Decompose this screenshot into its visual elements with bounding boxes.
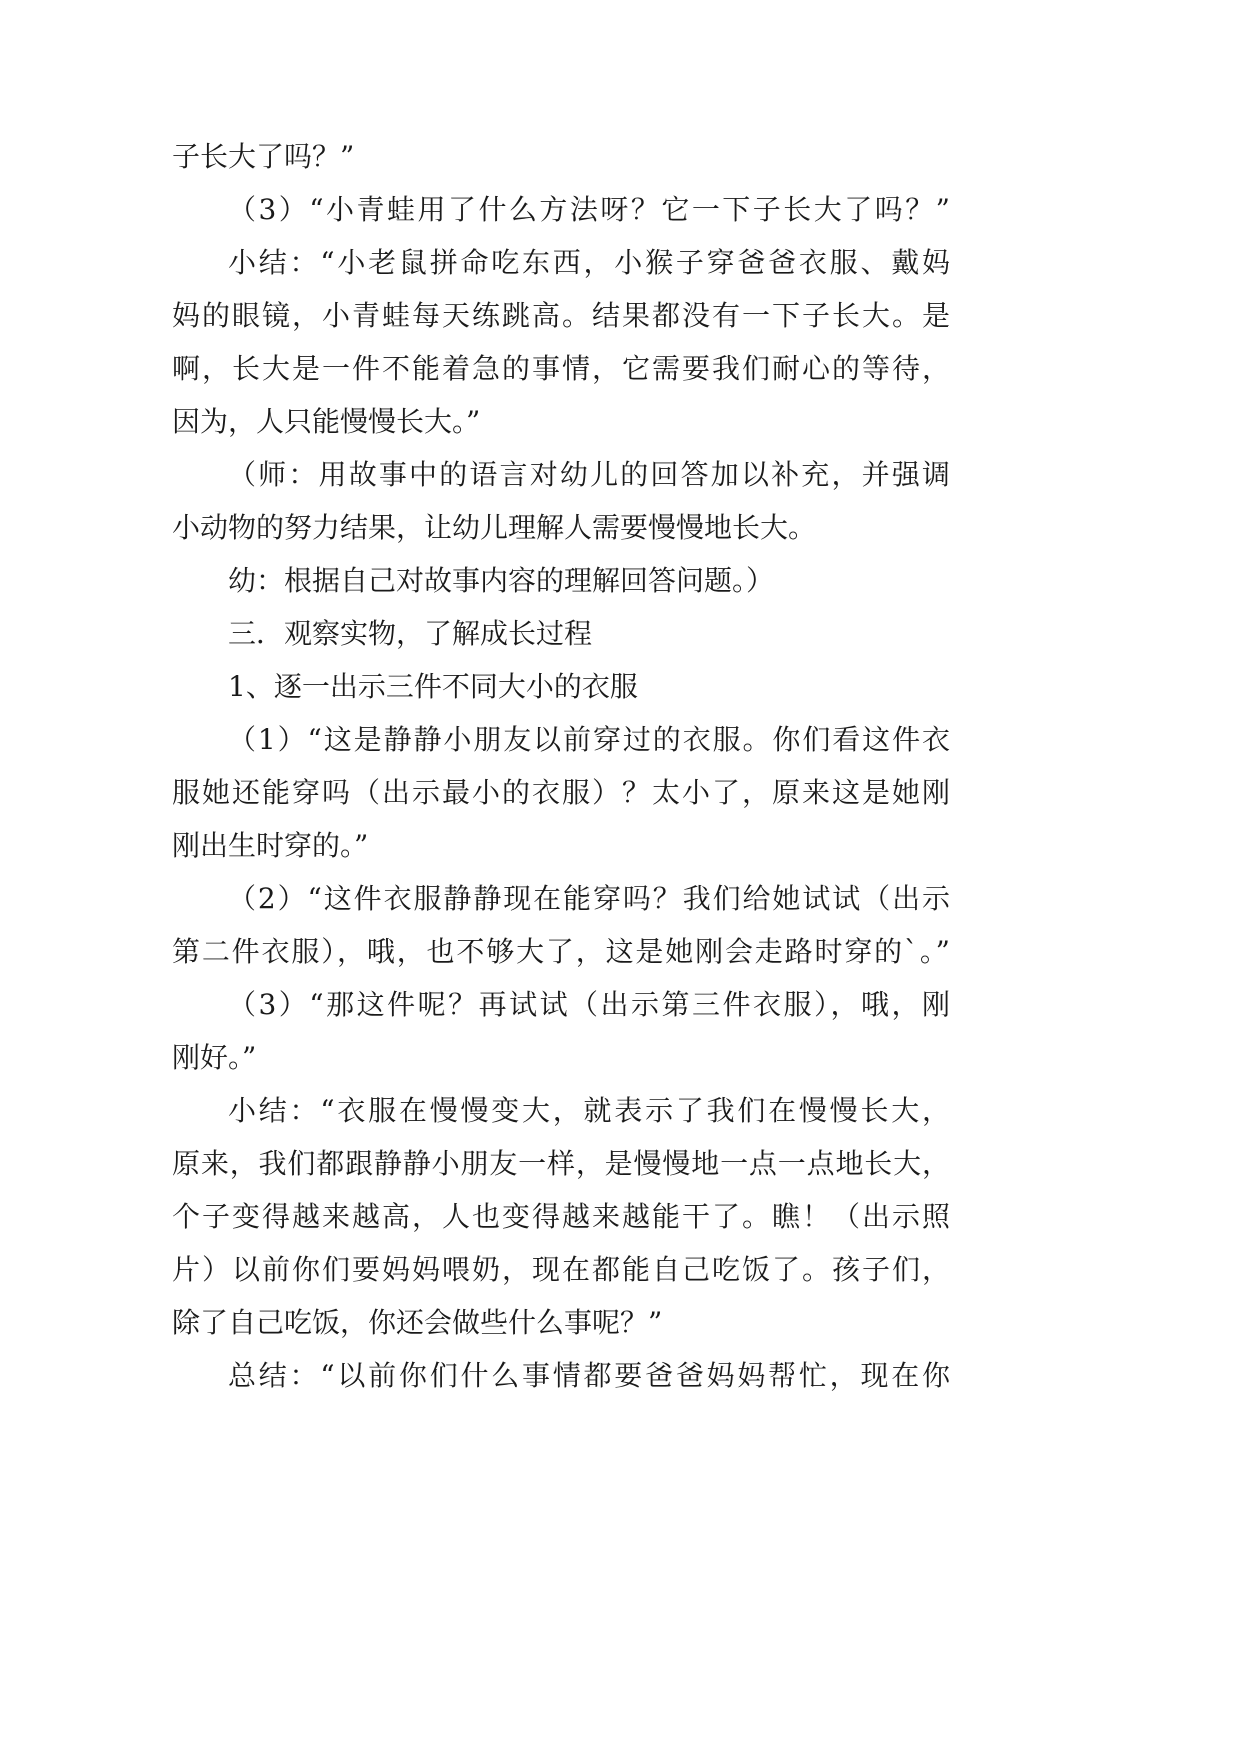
text-line: 除了自己吃饭，你还会做些什么事呢？” bbox=[172, 1306, 663, 1339]
text-line: 妈的眼镜，小青蛙每天练跳高。结果都没有一下子长大。是 bbox=[172, 299, 950, 332]
text-line: 小结：“衣服在慢慢变大，就表示了我们在慢慢长大， bbox=[228, 1094, 950, 1127]
document-body bbox=[172, 130, 950, 1402]
text-line: 子长大了吗？” bbox=[172, 140, 355, 173]
text-line: 原来，我们都跟静静小朋友一样，是慢慢地一点一点地长大， bbox=[172, 1147, 950, 1180]
text-line: （3）“那这件呢？再试试（出示第三件衣服），哦，刚 bbox=[228, 988, 950, 1021]
text-line: （2）“这件衣服静静现在能穿吗？我们给她试试（出示 bbox=[228, 882, 950, 915]
text-line: （1）“这是静静小朋友以前穿过的衣服。你们看这件衣 bbox=[228, 723, 950, 756]
text-line: 刚出生时穿的。” bbox=[172, 829, 369, 862]
text-line: 因为，人只能慢慢长大。” bbox=[172, 405, 481, 438]
list-heading: 1、逐一出示三件不同大小的衣服 bbox=[228, 670, 638, 703]
text-line: 啊，长大是一件不能着急的事情，它需要我们耐心的等待， bbox=[172, 352, 950, 385]
text-line: 总结：“以前你们什么事情都要爸爸妈妈帮忙，现在你 bbox=[228, 1359, 950, 1392]
text-line: 小动物的努力结果，让幼儿理解人需要慢慢地长大。 bbox=[172, 511, 817, 544]
text-line: （师：用故事中的语言对幼儿的回答加以补充，并强调 bbox=[228, 458, 950, 491]
text-line: 服她还能穿吗（出示最小的衣服）？太小了，原来这是她刚 bbox=[172, 776, 950, 809]
text-line: （3）“小青蛙用了什么方法呀？它一下子长大了吗？” bbox=[228, 193, 950, 226]
text-line: 片）以前你们要妈妈喂奶，现在都能自己吃饭了。孩子们， bbox=[172, 1253, 950, 1286]
text-line: 个子变得越来越高，人也变得越来越能干了。瞧！（出示照 bbox=[172, 1200, 950, 1233]
text-line: 幼：根据自己对故事内容的理解回答问题。） bbox=[228, 564, 775, 597]
section-heading: 三．观察实物，了解成长过程 bbox=[228, 617, 593, 650]
text-line: 刚好。” bbox=[172, 1041, 257, 1074]
text-line: 小结：“小老鼠拼命吃东西，小猴子穿爸爸衣服、戴妈 bbox=[228, 246, 950, 279]
text-line: 第二件衣服），哦，也不够大了，这是她刚会走路时穿的`。” bbox=[172, 935, 950, 968]
